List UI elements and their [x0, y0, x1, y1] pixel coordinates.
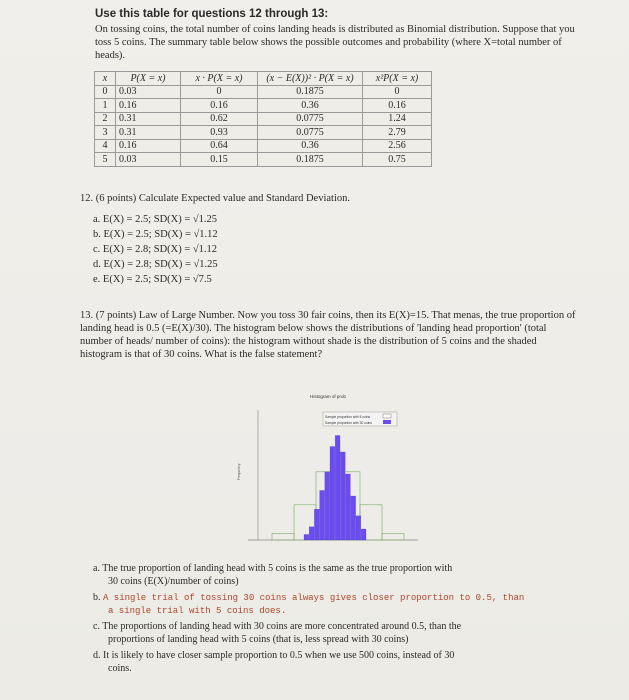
table-row	[95, 112, 432, 126]
table-cell: 2	[95, 112, 116, 126]
table-cell: 1	[95, 99, 116, 113]
table-cell: 0.0775	[258, 112, 363, 126]
histogram-bar-30-coins	[320, 491, 325, 541]
table-header: x · P(X = x)	[181, 72, 258, 86]
histogram-bar-30-coins	[314, 509, 319, 540]
histogram-bars-30-coins	[304, 436, 366, 541]
table-header: x	[95, 72, 116, 86]
q13-option-letter: d.	[93, 650, 101, 661]
table-header-row	[95, 72, 432, 86]
table-cell: 0	[95, 85, 116, 99]
legend-entry-5-coins: Sample proportion with 5 coins	[325, 415, 371, 419]
table-row	[95, 153, 432, 167]
table-cell: 2.79	[363, 126, 432, 140]
table-cell: 0.0775	[258, 126, 363, 140]
table-cell: 5	[95, 153, 116, 167]
table-cell: 0.64	[181, 139, 258, 153]
table-cell: 0.93	[181, 126, 258, 140]
table-cell: 0.16	[116, 99, 181, 113]
q13-option-b[interactable]	[93, 592, 593, 617]
table-cell: 0.16	[181, 99, 258, 113]
histogram-bar-30-coins	[361, 529, 366, 540]
table-cell: 0.1875	[258, 85, 363, 99]
q13-option-c[interactable]	[93, 621, 593, 646]
question-13-number: 13.	[80, 310, 94, 321]
histogram-bar-30-coins	[304, 535, 309, 541]
q12-option-b[interactable]: b. E(X) = 2.5; SD(X) = √1.12	[93, 229, 218, 240]
legend-swatch-5-coins	[383, 414, 391, 418]
table-cell: 0.31	[116, 112, 181, 126]
table-cell: 0.03	[116, 85, 181, 99]
table-cell: 0.62	[181, 112, 258, 126]
histogram-bar-30-coins	[335, 436, 340, 541]
histogram-bar-30-coins	[356, 516, 361, 540]
q13-option-text: 30 coins (E(X)/number of coins)	[108, 575, 239, 587]
q13-option-text: a single trial with 5 coins does.	[108, 605, 287, 616]
histogram-bar-5-coins	[382, 533, 404, 540]
histogram-bar-30-coins	[325, 472, 330, 540]
question-13-text: (7 points) Law of Large Number. Now you toss 30 fair coins, then its E(X)=15. That menas, the true proportion of landing head is 0.5 (=E(X)/30). The histogram below shows the distributions of 'landing head proportion' (total number of heads/ number of coins): the histogram without shade is the distribution of 5 coins and the shaded histogram is that of 30 coins. What is the false statement?	[80, 310, 576, 360]
table-cell: 3	[95, 126, 116, 140]
intro-heading: Use this table for questions 12 through 13:	[95, 8, 329, 20]
table-cell: 0	[181, 85, 258, 99]
histogram-bar-30-coins	[351, 496, 356, 540]
q13-option-letter: a.	[93, 563, 100, 574]
table-cell: 2.56	[363, 139, 432, 153]
table-cell: 0.16	[116, 139, 181, 153]
q12-option-d[interactable]: d. E(X) = 2.8; SD(X) = √1.25	[93, 259, 218, 270]
table-cell: 0.1875	[258, 153, 363, 167]
table-header: P(X = x)	[116, 72, 181, 86]
histogram-ylabel: Frequency	[237, 463, 241, 480]
q13-option-text: proportions of landing head with 5 coins (that is, less spread with 30 coins)	[108, 633, 409, 645]
legend-swatch-30-coins	[383, 420, 391, 424]
intro-block	[95, 8, 580, 62]
table-cell: 0.75	[363, 153, 432, 167]
table-row	[95, 139, 432, 153]
q13-option-a[interactable]	[93, 563, 593, 588]
q13-option-text: The true proportion of landing head with 5 coins is the same as the true proportion with	[102, 563, 453, 574]
question-13-stem	[80, 309, 578, 361]
table-cell: 0.15	[181, 153, 258, 167]
table-cell: 0.31	[116, 126, 181, 140]
table-cell: 0	[363, 85, 432, 99]
q12-option-a[interactable]: a. E(X) = 2.5; SD(X) = √1.25	[93, 214, 218, 225]
table-cell: 0.16	[363, 99, 432, 113]
q13-option-text: A single trial of tossing 30 coins always gives closer proportion to 0.5, than	[103, 593, 525, 603]
table-cell: 1.24	[363, 112, 432, 126]
intro-text: On tossing coins, the total number of coins landing heads is distributed as Binomial distribution. Suppose that you toss 5 coins. The summary table below shows the possible outcomes and probability (where X=total number of heads).	[95, 24, 575, 61]
table-cell: 0.36	[258, 99, 363, 113]
table-cell: 0.36	[258, 139, 363, 153]
table-cell: 0.03	[116, 153, 181, 167]
histogram-bar-30-coins	[340, 452, 345, 540]
q13-option-text: It is likely to have closer sample proportion to 0.5 when we use 500 coins, instead of 30	[103, 650, 455, 661]
q12-option-c[interactable]: c. E(X) = 2.8; SD(X) = √1.12	[93, 244, 218, 255]
histogram-bar-30-coins	[346, 474, 351, 540]
histogram-title: Histogram of prob	[310, 394, 346, 399]
table-row	[95, 99, 432, 113]
table-row	[95, 85, 432, 99]
histogram-bar-30-coins	[309, 527, 314, 540]
table-header: (x − E(X))² · P(X = x)	[258, 72, 363, 86]
question-12-options	[93, 212, 218, 287]
q13-option-d[interactable]	[93, 650, 593, 675]
table-cell: 4	[95, 139, 116, 153]
question-13-options	[93, 563, 593, 679]
histogram-figure	[228, 390, 428, 550]
question-12-stem: 12. (6 points) Calculate Expected value and Standard Deviation.	[80, 193, 351, 204]
q13-option-text: The proportions of landing head with 30 coins are more concentrated around 0.5, than the	[102, 621, 462, 632]
q13-option-letter: b.	[93, 592, 101, 603]
q13-option-text: coins.	[108, 662, 132, 674]
legend-entry-30-coins: Sample proportion with 30 coins	[325, 421, 372, 425]
table-header: x²P(X = x)	[363, 72, 432, 86]
histogram-bar-30-coins	[330, 447, 335, 541]
histogram-bar-5-coins	[272, 533, 294, 540]
probability-table	[94, 71, 432, 167]
q12-option-e[interactable]: e. E(X) = 2.5; SD(X) = √7.5	[93, 274, 212, 285]
q13-option-letter: c.	[93, 621, 100, 632]
table-row	[95, 126, 432, 140]
